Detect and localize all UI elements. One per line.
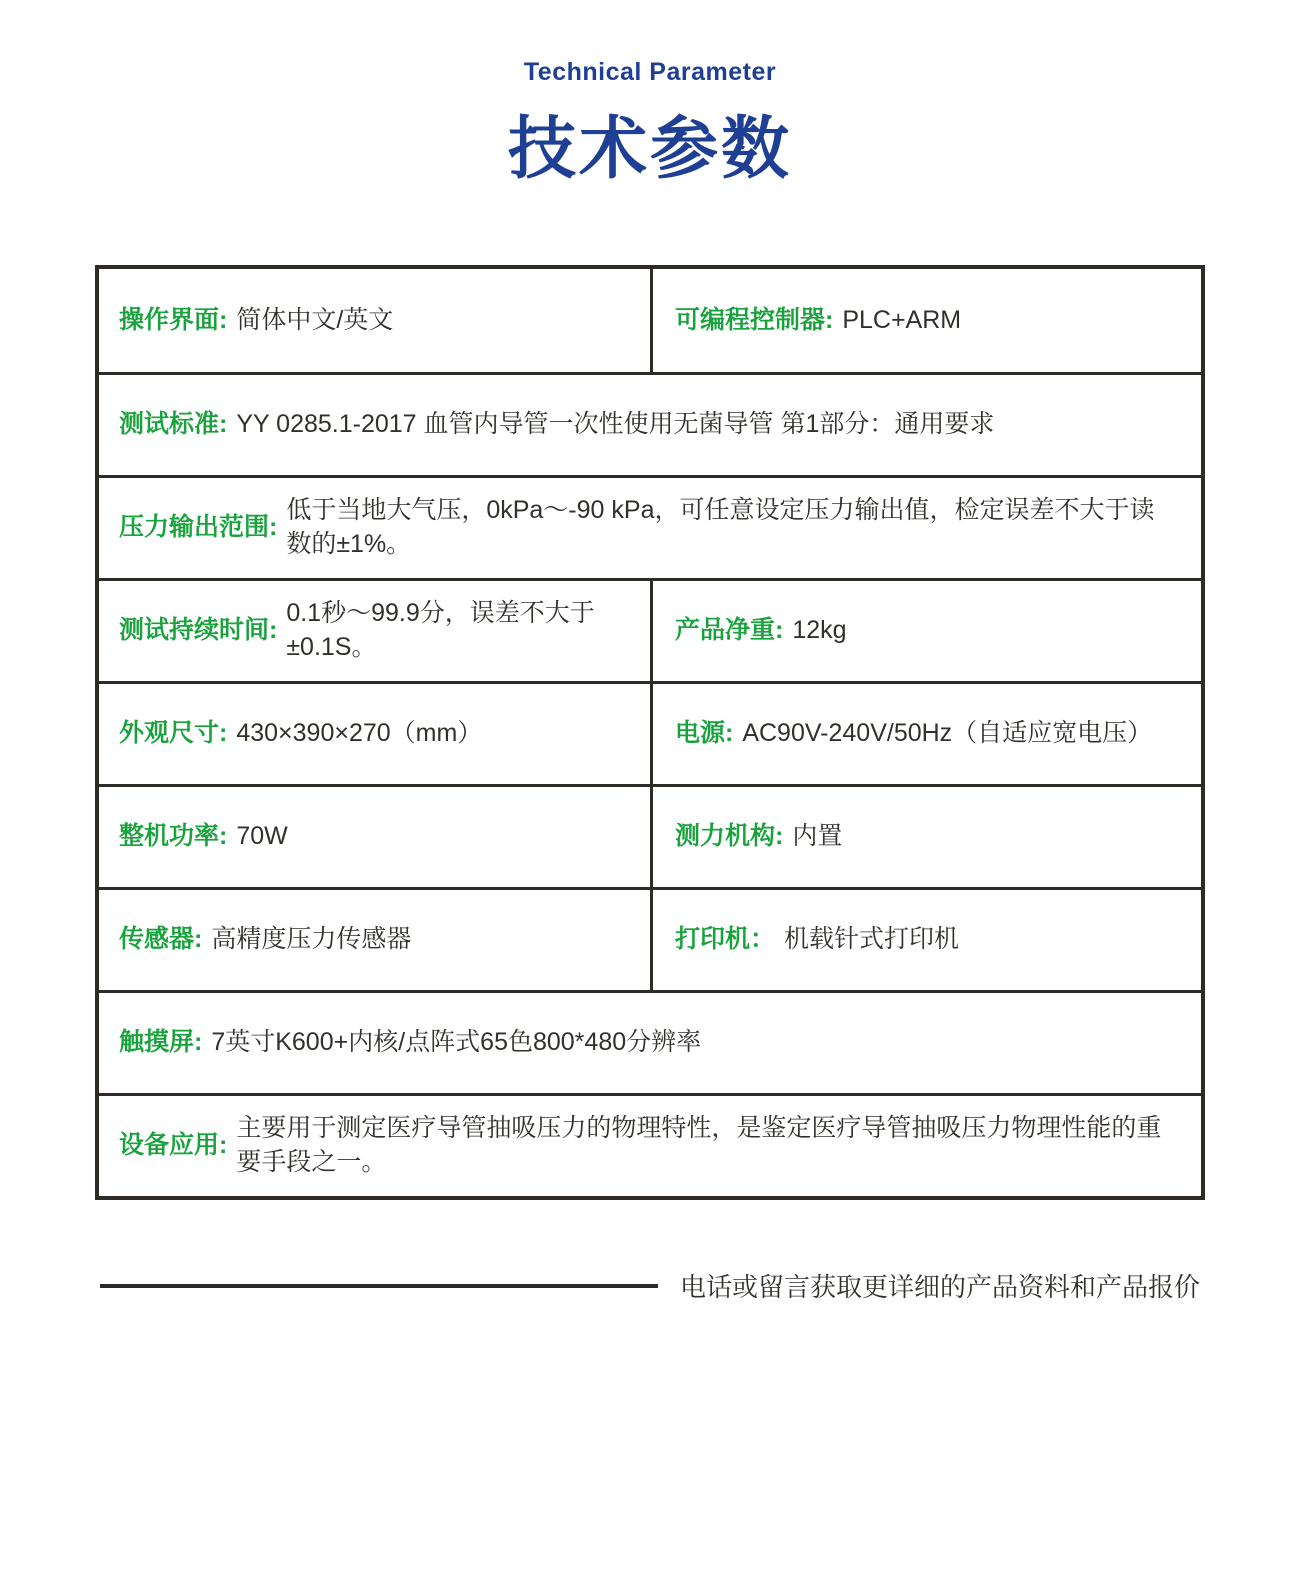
spec-cell [99,478,1201,578]
table-row [99,990,1201,1093]
spec-label: 测力机构: [675,822,784,851]
spec-label: 设备应用: [119,1131,228,1160]
footer-divider-line [100,1284,658,1288]
spec-value: 12kg [792,616,847,645]
page-title: 技术参数 [507,111,792,187]
spec-value: 7英寸K600+内核/点阵式65色800*480分辨率 [211,1028,702,1057]
spec-label: 触摸屏: [119,1028,203,1057]
spec-value: 简体中文/英文 [236,305,394,334]
spec-value: 机载针式打印机 [784,925,960,954]
footer [95,1267,1205,1304]
table-row [99,372,1201,475]
spec-label: 压力输出范围: [119,513,278,542]
spec-label: 传感器: [119,925,203,954]
spec-label: 整机功率: [119,822,228,851]
spec-label: 测试标准: [119,410,228,439]
spec-value: YY 0285.1-2017 血管内导管一次性使用无菌导管 第1部分：通用要求 [236,410,995,439]
table-row [99,578,1201,681]
spec-label: 外观尺寸: [119,719,228,748]
footer-note: 电话或留言获取更详细的产品资料和产品报价 [680,1272,1201,1302]
spec-cell [99,993,1201,1093]
table-row [99,475,1201,578]
spec-value: 0.1秒～99.9分，误差不大于±0.1S。 [286,599,595,661]
spec-label: 打印机： [675,925,776,954]
spec-cell [650,787,1201,887]
spec-value: AC90V-240V/50Hz（自适应宽电压） [742,719,1153,748]
table-row [99,269,1201,372]
table-row [99,887,1201,990]
spec-label: 产品净重: [675,616,784,645]
page-header [0,0,1300,192]
spec-label: 测试持续时间: [119,616,278,645]
spec-cell [99,890,650,990]
spec-value: PLC+ARM [842,305,962,334]
spec-cell [99,269,650,372]
spec-label: 电源: [675,719,734,748]
spec-table [95,265,1205,1200]
table-row [99,681,1201,784]
spec-cell [99,787,650,887]
spec-value: 主要用于测定医疗导管抽吸压力的物理特性，是鉴定医疗导管抽吸压力物理性能的重要手段之一。 [236,1114,1162,1176]
spec-cell [650,684,1201,784]
spec-label: 可编程控制器: [675,305,834,334]
spec-cell [99,581,650,681]
spec-cell [99,684,650,784]
subtitle-english: Technical Parameter [523,58,777,86]
spec-value: 内置 [792,822,843,851]
spec-cell [99,375,1201,475]
spec-value: 70W [236,822,288,851]
table-row [99,1093,1201,1196]
spec-cell [99,1096,1201,1196]
table-row [99,784,1201,887]
spec-cell [650,269,1201,372]
spec-value: 高精度压力传感器 [211,925,412,954]
spec-cell [650,581,1201,681]
spec-value: 430×390×270（mm） [236,719,483,748]
spec-value: 低于当地大气压，0kPa～-90 kPa，可任意设定压力输出值，检定误差不大于读数的±1%。 [286,496,1155,558]
spec-cell [650,890,1201,990]
spec-label: 操作界面: [119,305,228,334]
